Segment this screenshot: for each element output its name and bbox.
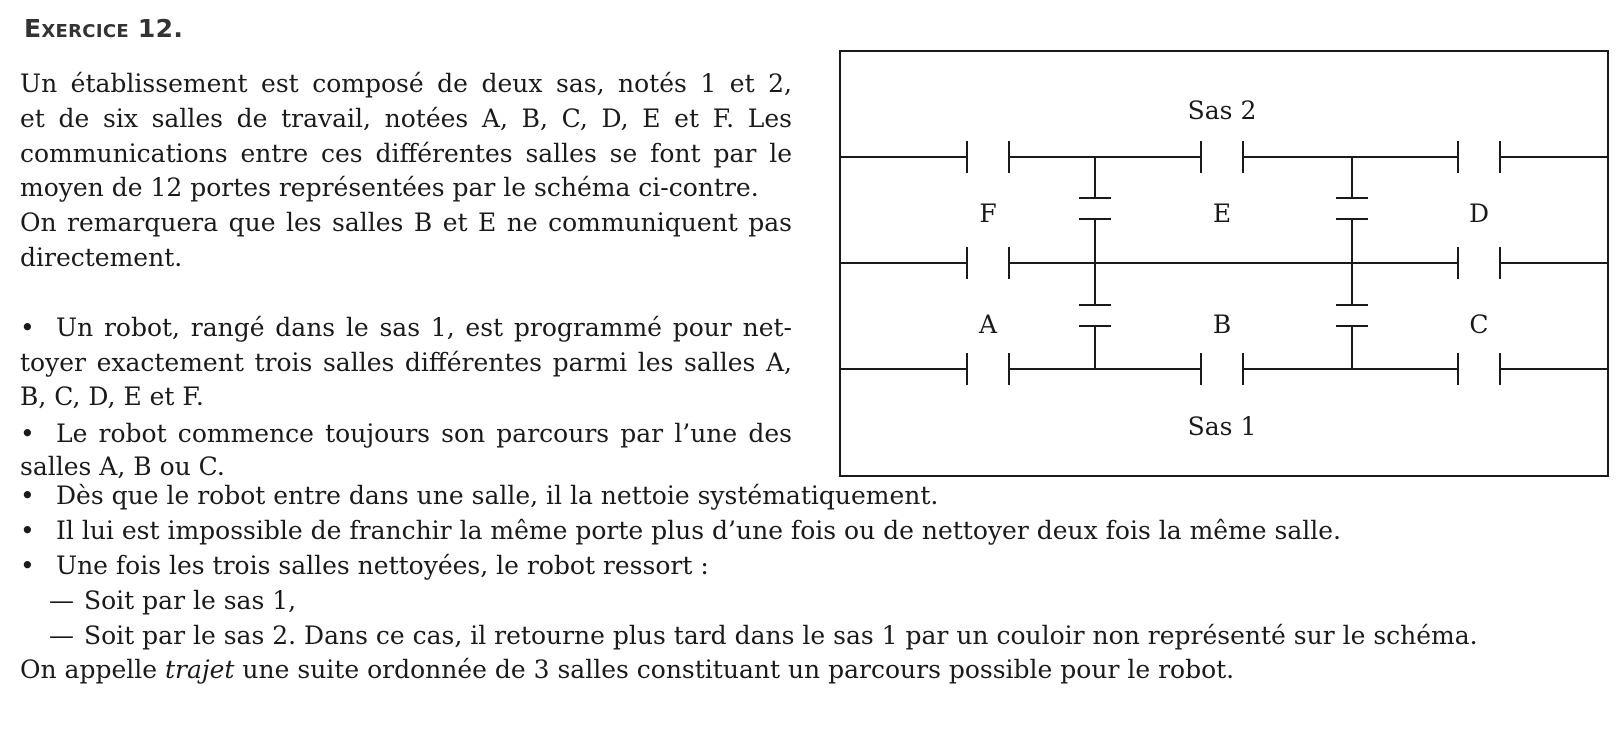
door (1201, 142, 1243, 172)
rule-text: Le robot commence toujours son parcours par l’une des (56, 419, 792, 448)
door (1458, 354, 1500, 384)
rule-text: Dès que le robot entre dans une salle, il la nettoie systématiquement. (56, 481, 939, 510)
rule-text: Une fois les trois salles nettoyées, le robot ressort : (56, 551, 709, 580)
sas-1-label: Sas 1 (1187, 412, 1257, 441)
door (967, 354, 1009, 384)
door (1080, 198, 1110, 219)
room-label-b: B (1212, 310, 1232, 339)
room-label-d: D (1468, 199, 1490, 228)
sub-item-text: Soit par le sas 1, (84, 586, 297, 615)
intro-line: moyen de 12 portes représentées par le schéma ci-contre. (20, 173, 759, 202)
conclusion-text: une suite ordonnée de 3 salles constituant un parcours possible pour le robot. (234, 655, 1235, 684)
intro-line: directement. (20, 243, 183, 272)
rule-text: Un robot, rangé dans le sas 1, est programmé pour net- (56, 313, 792, 342)
intro-line: communications entre ces différentes salles se font par le (20, 139, 792, 168)
door (1080, 305, 1110, 326)
room-label-c: C (1469, 310, 1489, 339)
room-label-f: F (979, 199, 997, 228)
bullet-icon: • (20, 313, 35, 342)
door (967, 248, 1009, 278)
sas-2-label: Sas 2 (1187, 96, 1257, 125)
room-label-e: E (1212, 199, 1232, 228)
bullet-icon: • (20, 551, 35, 580)
door (1201, 354, 1243, 384)
dash-icon: — (49, 586, 74, 615)
door (967, 142, 1009, 172)
door (1458, 142, 1500, 172)
bullet-icon: • (20, 481, 35, 510)
rule-text: B, C, D, E et F. (20, 382, 204, 411)
conclusion-term: trajet (164, 655, 235, 684)
door (1337, 305, 1367, 326)
rule-text: Il lui est impossible de franchir la même porte plus d’une fois ou de nettoyer deux fois la même salle. (56, 516, 1341, 545)
intro-line: et de six salles de travail, notées A, B, C, D, E et F. Les (20, 104, 792, 133)
room-label-a: A (978, 310, 998, 339)
rule-text: salles A, B ou C. (20, 452, 225, 481)
exercise-title: Exercice 12. (24, 14, 184, 43)
conclusion-text: On appelle (20, 655, 165, 684)
bullet-icon: • (20, 419, 35, 448)
intro-line: Un établissement est composé de deux sas, notés 1 et 2, (20, 69, 792, 98)
rule-text: toyer exactement trois salles différentes parmi les salles A, (20, 348, 792, 377)
intro-line: On remarquera que les salles B et E ne communiquent pas (20, 208, 792, 237)
bullet-icon: • (20, 516, 35, 545)
dash-icon: — (49, 621, 74, 650)
sub-item-text: Soit par le sas 2. Dans ce cas, il retourne plus tard dans le sas 1 par un couloir non représenté sur le schéma. (84, 621, 1478, 650)
door (1337, 198, 1367, 219)
door (1458, 248, 1500, 278)
